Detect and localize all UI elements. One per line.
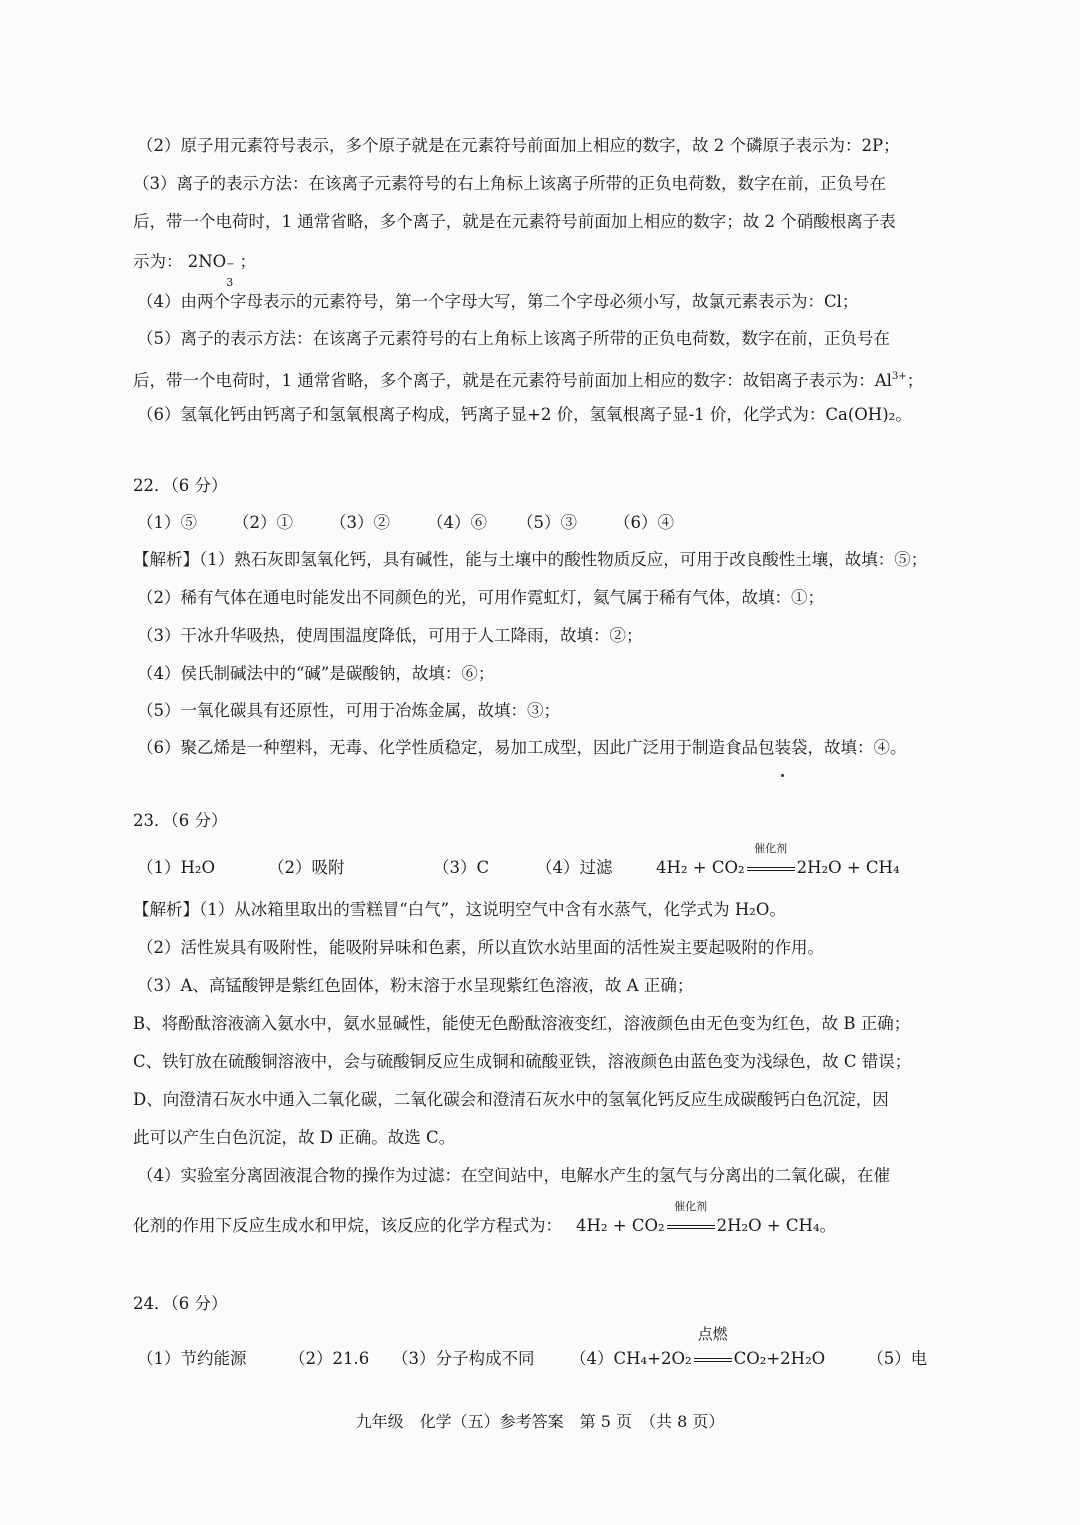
explanation-line: 【解析】（1）从冰箱里取出的雪糕冒“白气”，这说明空气中含有水蒸气，化学式为 H₂O。	[133, 900, 786, 919]
text-fragment: 示为：	[133, 252, 183, 271]
question-22-answers: （1）⑤ （2）① （3）② （4）⑥ （5）③ （6）④	[137, 513, 674, 532]
explanation-line: （6）聚乙烯是一种塑料，无毒、化学性质稳定，易加工成型，因此广泛用于制造食品包装袋，故填：④。	[137, 738, 907, 757]
question-22-title: 22．（6 分）	[133, 476, 228, 495]
text-line: 后，带一个电荷时，1 通常省略，多个离子，就是在元素符号前面加上相应的数字：故铝离子表示为：$Al^{3+}$；	[133, 371, 924, 390]
explanation-line: （3）干冰升华吸热，使周围温度降低，可用于人工降雨，故填：②；	[137, 626, 643, 645]
text-line: 示为： 2NO − 3 ；	[133, 252, 256, 289]
explanation-line: （4）侯氏制碱法中的“碱”是碳酸钠，故填：⑥；	[137, 664, 495, 683]
chemical-equation: 4H₂ + CO₂ 催化剂 2H₂O + CH₄。	[576, 1199, 837, 1235]
chemical-equation: 4H₂ + CO₂ 催化剂 2H₂O + CH₄	[656, 841, 900, 877]
question-23-title: 23．（6 分）	[133, 811, 228, 830]
explanation-line: B、将酚酞溶液滴入氨水中，氨水显碱性，能使无色酚酞溶液变红，溶液颜色由无色变为红色，故 B 正确；	[133, 1014, 911, 1033]
text-line: 后，带一个电荷时，1 通常省略，多个离子，就是在元素符号前面加上相应的数字；故 2 个硝酸根离子表	[133, 212, 896, 231]
explanation-line: （2）活性炭具有吸附性，能吸附异味和色素，所以直饮水站里面的活性炭主要起吸附的作用。	[137, 938, 824, 957]
page-footer: 九年级 化学（五）参考答案 第 5 页 （共 8 页）	[355, 1412, 725, 1431]
explanation-line: （3）A、高锰酸钾是紫红色固体，粉末溶于水呈现紫红色溶液，故 A 正确；	[137, 976, 694, 995]
text-line: （3）离子的表示方法：在该离子元素符号的右上角标上该离子所带的正负电荷数，数字在前，正负号在	[133, 174, 886, 193]
text-line: （4）由两个字母表示的元素符号，第一个字母大写，第二个字母必须小写，故氯元素表示为：Cl；	[137, 292, 859, 311]
explanation-line: （4）实验室分离固液混合物的操作为过滤：在空间站中，电解水产生的氢气与分离出的二氧化碳，在催	[137, 1166, 890, 1185]
stray-dot	[781, 774, 784, 777]
explanation-line: （5）一氧化碳具有还原性，可用于冶炼金属，故填：③；	[137, 701, 560, 720]
nitrate-formula: 2NO − 3	[187, 252, 235, 289]
explanation-line: （2）稀有气体在通电时能发出不同颜色的光，可用作霓虹灯，氦气属于稀有气体，故填：①；	[137, 588, 824, 607]
explanation-line: C、铁钉放在硫酸铜溶液中，会与硫酸铜反应生成铜和硫酸亚铁，溶液颜色由蓝色变为浅绿色，故 C 错误；	[133, 1052, 912, 1071]
text-line: （6）氢氧化钙由钙离子和氢氧根离子构成，钙离子显+2 价，氢氧根离子显-1 价，化学式为：Ca(OH)₂。	[137, 405, 912, 424]
question-24-answers: （1）节约能源 （2）21.6 （3）分子构成不同 （4）CH₄+2O₂ 点燃 CO₂+2H₂O （5）电	[137, 1324, 928, 1368]
explanation-line: 【解析】（1）熟石灰即氢氧化钙，具有碱性，能与土壤中的酸性物质反应，可用于改良酸性土壤，故填：⑤；	[133, 550, 928, 569]
question-24-title: 24．（6 分）	[133, 1294, 228, 1313]
explanation-line: 化剂的作用下反应生成水和甲烷，该反应的化学方程式为： 4H₂ + CO₂ 催化剂 2H₂O + CH₄。	[133, 1199, 837, 1235]
question-23-answers: （1）H₂O （2）吸附 （3）C （4）过滤 4H₂ + CO₂ 催化剂 2H₂O + CH₄	[137, 841, 900, 877]
chemical-equation: CH₄+2O₂ 点燃 CO₂+2H₂O	[613, 1324, 826, 1368]
explanation-line: 此可以产生白色沉淀，故 D 正确。故选 C。	[133, 1128, 456, 1147]
text-line: （5）离子的表示方法：在该离子元素符号的右上角标上该离子所带的正负电荷数，数字在前，正负号在	[137, 329, 890, 348]
text-line: （2）原子用元素符号表示，多个原子就是在元素符号前面加上相应的数字，故 2 个磷原子表示为：2P；	[137, 136, 900, 155]
explanation-line: D、向澄清石灰水中通入二氧化碳，二氧化碳会和澄清石灰水中的氢氧化钙反应生成碳酸钙白色沉淀，因	[133, 1090, 889, 1109]
